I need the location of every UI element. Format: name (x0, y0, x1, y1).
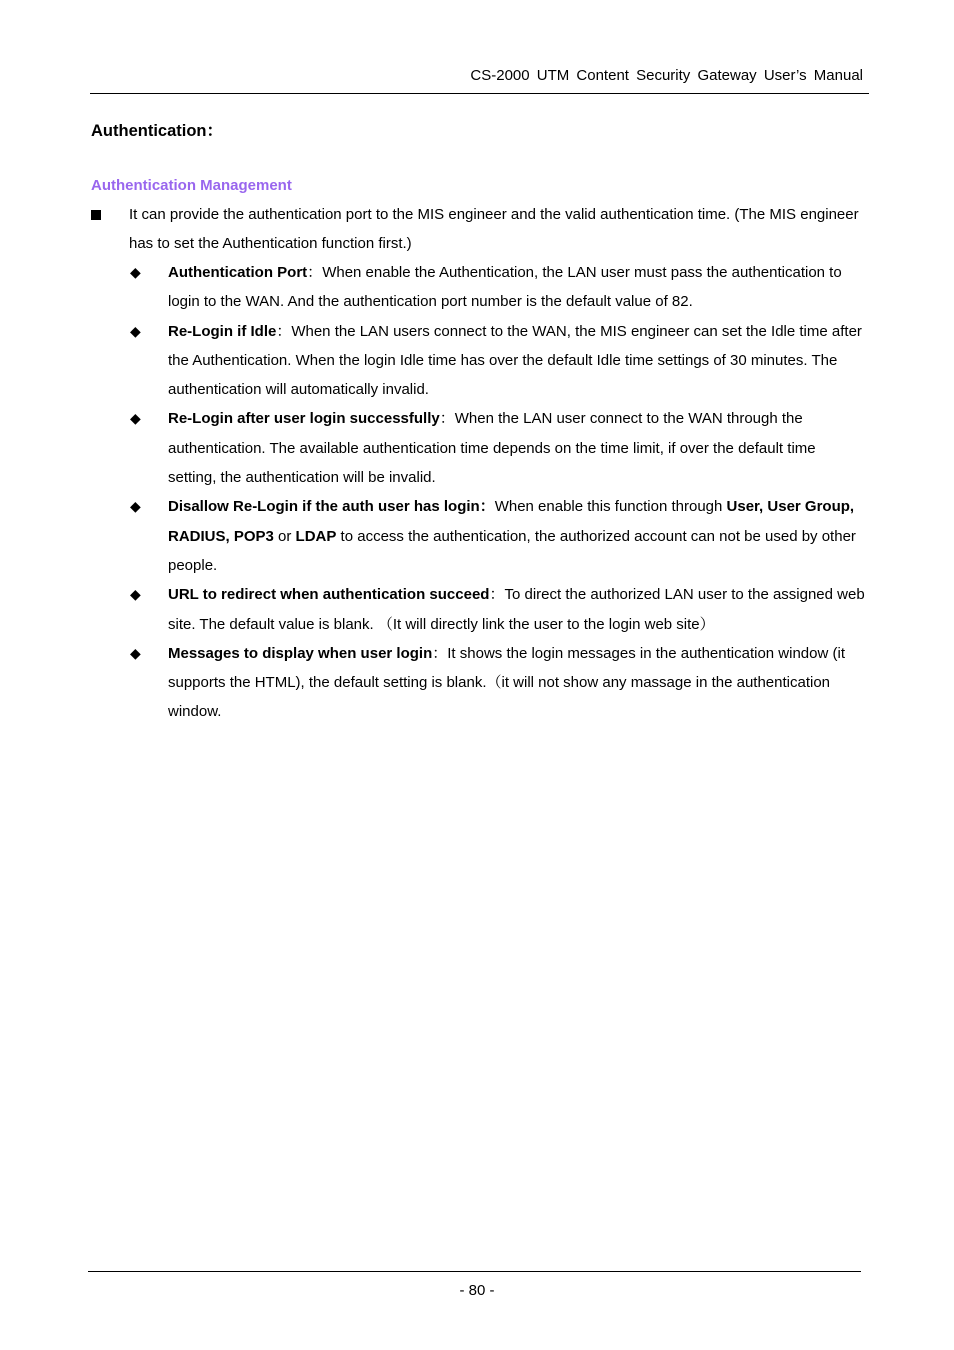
diamond-bullet-icon: ◆ (130, 586, 141, 603)
header-divider (90, 93, 869, 94)
list-item-relogin-after-login (130, 404, 865, 492)
page-header-title: CS-2000 UTM Content Security Gateway User’s Manual (470, 67, 863, 84)
footer-divider (88, 1271, 861, 1272)
intro-list-item (129, 200, 863, 258)
diamond-bullet-icon: ◆ (130, 644, 141, 661)
intro-text: It can provide the authentication port to the MIS engineer and the valid authentication time. (The MIS engineer has to set the Authentication function first.) (129, 206, 859, 252)
item-text: or (273, 527, 296, 545)
item-term: Re-Login if Idle (168, 322, 277, 340)
item-separator: ： (489, 586, 505, 604)
item-term: Re-Login after user login successfully (168, 410, 440, 428)
list-item-authentication-port (130, 258, 865, 317)
list-item-redirect-url (130, 580, 865, 639)
list-item-disallow-relogin (130, 492, 865, 580)
diamond-bullet-icon: ◆ (130, 264, 141, 280)
list-item-relogin-idle (130, 317, 865, 405)
item-term: Messages to display when user login (168, 644, 433, 662)
item-separator: ： (439, 410, 455, 428)
section-heading: Authentication： (91, 122, 223, 140)
item-text: When the LAN users connect to the WAN, the MIS engineer can set the Idle time after the Authentication. When the login Idle time has over the default Idle time settings of 30 minutes. The authentication will automatically invalid. (168, 322, 862, 399)
diamond-bullet-icon: ◆ (130, 410, 141, 427)
item-text: When enable this function through (494, 498, 727, 516)
diamond-bullet-icon: ◆ (130, 322, 141, 339)
item-separator: ： (432, 644, 448, 662)
item-text: When enable the Authentication, the LAN user must pass the authentication to login to the WAN. And the authentication port number is the default value of 82. (168, 264, 842, 311)
item-term: Disallow Re-Login if the auth user has login： (168, 498, 495, 516)
diamond-bullet-icon: ◆ (130, 498, 141, 515)
list-item-login-messages (130, 639, 865, 727)
item-term: Authentication Port (168, 264, 308, 281)
item-separator: ： (276, 322, 292, 340)
square-bullet-icon (91, 210, 101, 220)
content-body (0, 200, 954, 727)
item-bold-methods: User, User Group, RADIUS, POP3 (168, 498, 855, 545)
item-term: URL to redirect when authentication succeed (168, 586, 490, 604)
item-separator: ： (307, 264, 323, 281)
item-text: to access the authentication, the authorized account can not be used by other people. (168, 527, 856, 574)
item-text: To direct the authorized LAN user to the assigned web site. The default value is blank. （It will directly link the user to the login web site） (168, 586, 865, 633)
item-bold-ldap: LDAP (295, 527, 337, 545)
page-number: - 80 - (459, 1282, 495, 1299)
subsection-heading: Authentication Management (91, 177, 292, 194)
item-text: It shows the login messages in the authentication window (it supports the HTML), the default setting is blank.（it will not show any massage in the authentication window. (168, 644, 845, 721)
item-text: When the LAN user connect to the WAN through the authentication. The available authentication time depends on the time limit, if over the default time setting, the authentication will be invalid. (168, 410, 816, 487)
